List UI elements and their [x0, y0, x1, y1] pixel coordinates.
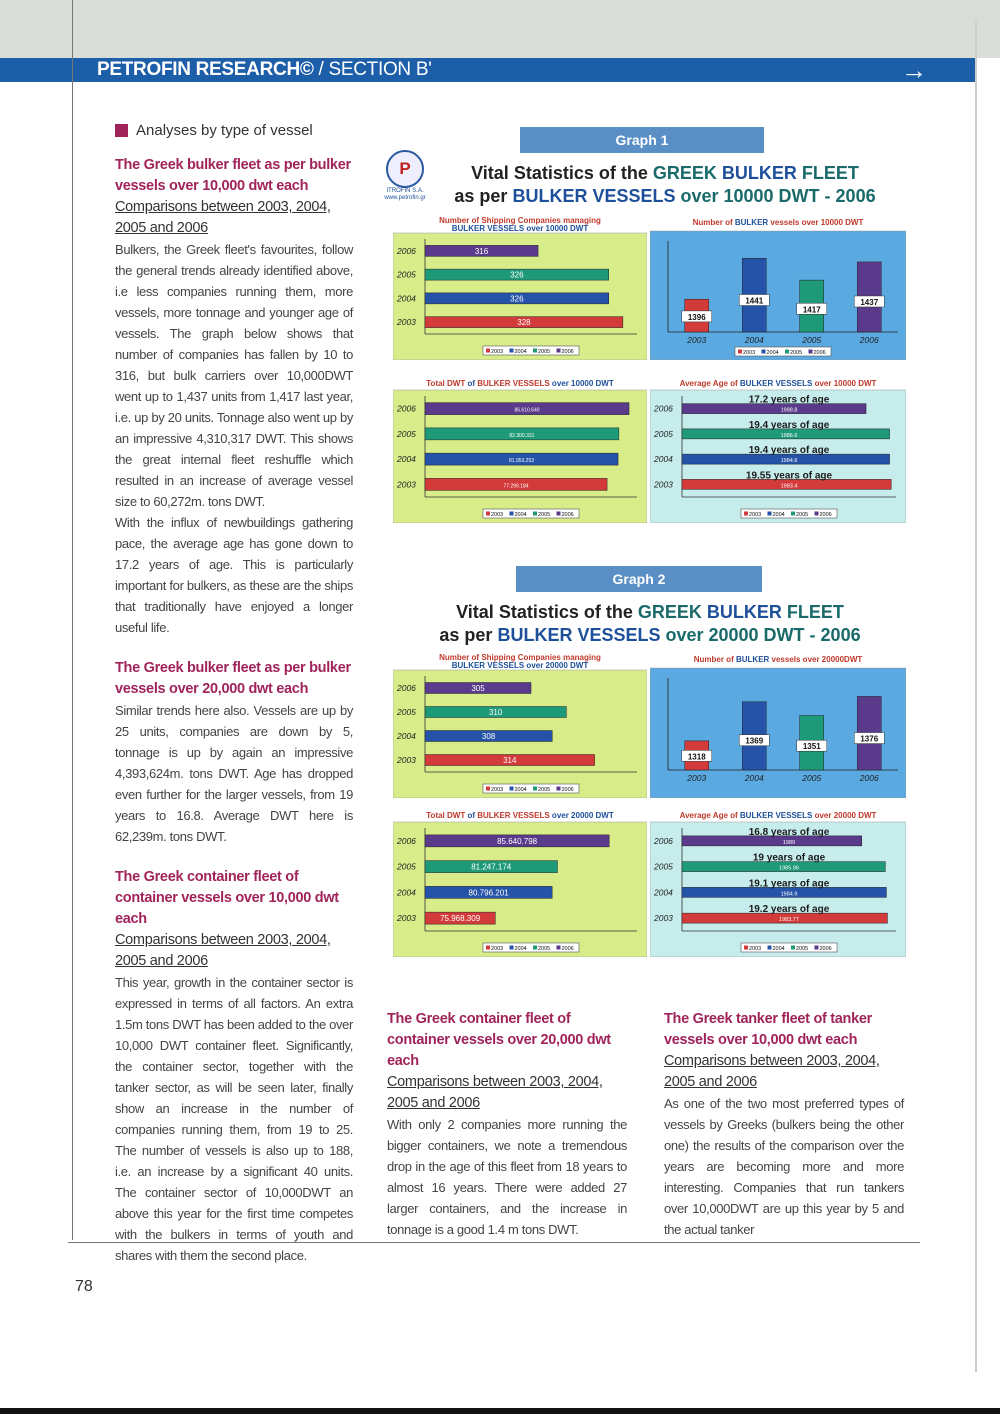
data-label: 19.55 years of age	[745, 470, 833, 482]
heading-tanker-10000: The Greek tanker fleet of tanker vessels over 10,000 dwt each	[664, 1011, 872, 1048]
chart-title	[680, 811, 877, 820]
paragraph: Bulkers, the Greek fleet's favourites, follow the general trends already identified above, i.e less companies running them, more vessels, more tonnage and younger age of vessels. The graph below shows that number of companies has fallen by 10 to 316, but bulk carriers over 10,000DWT went up to 1,437 units from 1,417 last year, i.e. up by 20 units. Tonnage also went up by an impressive 4,310,317 DWT. This shows the great internal fleet reshuffle which resulted in an increase of average vessel size to 60,272m. tons DWT.	[115, 242, 353, 509]
chart-title-part: of	[467, 379, 478, 388]
legend-swatch	[744, 512, 748, 516]
chart-title-part: over 20000 DWT	[549, 811, 614, 820]
chart-title	[693, 218, 864, 227]
data-label: 81.953.253	[509, 458, 535, 465]
category-label: 2003	[654, 913, 673, 924]
heading-container-20000: The Greek container fleet of container vessels over 20,000 dwt each	[387, 1011, 611, 1069]
legend-label: 2003	[491, 787, 504, 793]
chart-title-part: BULKER	[734, 218, 769, 227]
legend-label: 2003	[749, 946, 762, 952]
category-label: 2005	[654, 428, 673, 439]
header-title	[97, 58, 432, 82]
category-label: 2006	[654, 403, 673, 414]
category-label: 2004	[397, 293, 416, 304]
legend-label: 2003	[491, 512, 504, 518]
chart-title	[680, 379, 877, 388]
paragraph: As one of the two most preferred types of vessels by Greeks (bulkers being the other one) the results of the comparison over the years are becoming more and more interesting. Companies that run tankers over 10,000DWT are up this year by 5 and the actual tanker	[664, 1096, 904, 1237]
chart-title: BULKER VESSELS over 10000 DWT	[451, 224, 589, 233]
data-label: 86.610.640	[514, 407, 540, 414]
data-label: 19 years of age	[752, 852, 826, 864]
chart-title-part: BULKER	[735, 655, 770, 664]
legend-label: 2004	[514, 787, 527, 793]
legend-swatch	[815, 512, 819, 516]
chart-title	[426, 811, 614, 820]
legend-swatch	[557, 946, 561, 950]
category-label: 2004	[654, 454, 673, 465]
legend-label: 2006	[561, 349, 574, 355]
legend-label: 2004	[514, 512, 527, 518]
legend-label: 2006	[561, 787, 574, 793]
section-text: / SECTION B'	[313, 59, 432, 80]
chart-title-part: BULKER VESSELS	[739, 379, 813, 388]
legend-swatch	[768, 512, 772, 516]
data-label: 308	[481, 732, 496, 741]
legend-swatch	[533, 787, 537, 791]
legend-label: 2006	[561, 512, 574, 518]
subheading-comparisons: Comparisons between 2003, 2004, 2005 and 2006	[387, 1074, 603, 1111]
paragraph: With only 2 companies more running the bigger containers, we note a tremendous drop in the age of this fleet from 18 years to almost 16 years. There were added 27 larger containers, and the increase in tonnage is a good 1.4 m tons DWT.	[387, 1117, 627, 1237]
legend-swatch	[768, 946, 772, 950]
category-label: 2003	[687, 773, 707, 783]
paragraph: This year, growth in the container sector is expressed in terms of all factors. An extra 1.5m tons DWT has been added to the over 10,000 DWT container fleet. Significantly, the container sector, together with the tanker sector, as will be seen later, finally show an increase in the number of companies running them, from 19 to 25. The number of vessels is also up to 188, i.e. an increase by a significant 40 units. The container sector of 10,000DWT an above this year for the first time competes with the bulkers in terms of youth and shares with them the second place.	[115, 975, 353, 1263]
category-label: 2004	[397, 887, 416, 898]
legend-swatch	[762, 350, 766, 354]
left-rule	[72, 0, 73, 1240]
chart-age-20000	[650, 807, 906, 957]
legend-label: 2005	[538, 349, 551, 355]
legend-swatch	[510, 512, 514, 516]
category-label: 2005	[397, 861, 416, 872]
chart-dwt-10000	[393, 375, 647, 523]
legend-label: 2005	[796, 512, 809, 518]
section-header-bar	[0, 55, 975, 85]
legend-label: 2004	[514, 946, 527, 952]
graph1-label: Graph 1	[520, 127, 764, 153]
next-arrow-icon[interactable]: →	[901, 55, 927, 85]
category-label: 2006	[397, 403, 416, 414]
chart-title-part: Total DWT	[426, 379, 468, 388]
data-label: 75.968.309	[440, 914, 481, 924]
data-sublabel: 1988.8	[780, 407, 798, 414]
category-label: 2006	[397, 835, 416, 846]
legend-label: 2004	[772, 946, 785, 952]
chart-title-part: BULKER VESSELS	[477, 811, 550, 820]
subheading-comparisons: Comparisons between 2003, 2004, 2005 and 2006	[115, 932, 331, 969]
chart-title-part: over 10000 DWT	[812, 379, 877, 388]
data-label: 310	[488, 708, 503, 717]
legend-swatch	[486, 349, 490, 353]
chart-title-part: BULKER VESSELS	[477, 379, 550, 388]
graph2-title: Vital Statistics of the GREEK BULKER FLEET as per BULKER VESSELS over 20000 DWT - 2006	[439, 602, 861, 645]
chart-title-part: Number of	[692, 218, 735, 227]
data-label: 19.4 years of age	[748, 419, 830, 431]
chart-vessels-20000	[650, 651, 906, 798]
legend-swatch	[785, 350, 789, 354]
heading-bulker-20000: The Greek bulker fleet as per bulker vessels over 20,000 dwt each	[115, 660, 351, 697]
data-label: 316	[474, 246, 489, 256]
bullet-label: Analyses by type of vessel	[136, 122, 313, 139]
paragraph: Similar trends here also. Vessels are up by 25 units, companies are down by 5, tonnage is up by again an impressive 4,393,624m. tons DWT. Age has dropped even further for the larger vessels, from 19 years to 16.8. Average DWT here is 62,239m. tons DWT.	[115, 703, 353, 844]
legend-swatch	[486, 512, 490, 516]
category-label: 2003	[397, 317, 416, 328]
category-label: 2004	[397, 731, 416, 741]
legend-swatch	[815, 946, 819, 950]
data-sublabel: 1989	[782, 839, 796, 846]
heading-bulker-10000: The Greek bulker fleet as per bulker vessels over 10,000 dwt each	[115, 157, 351, 194]
chart-title: Number of Shipping Companies managing	[439, 216, 601, 225]
bullet-square-icon	[115, 124, 128, 137]
data-label: 1351	[802, 742, 821, 752]
chart-title: BULKER VESSELS over 20000 DWT	[451, 661, 589, 670]
data-label: 1437	[860, 297, 879, 307]
data-label: 19.4 years of age	[748, 445, 830, 457]
legend-label: 2004	[766, 350, 779, 356]
legend-label: 2006	[561, 946, 574, 952]
legend-label: 2006	[819, 512, 832, 518]
category-label: 2005	[802, 335, 822, 345]
legend-swatch	[533, 349, 537, 353]
logo-url: www.petrofin.gr	[384, 195, 426, 201]
legend-swatch	[533, 946, 537, 950]
subheading-comparisons: Comparisons between 2003, 2004, 2005 and 2006	[664, 1053, 880, 1090]
bottom-edge	[0, 1408, 1000, 1414]
data-label: 85.640.798	[497, 836, 538, 846]
chart-title-part: BULKER VESSELS	[739, 811, 813, 820]
legend-swatch	[557, 787, 561, 791]
chart-title	[694, 655, 863, 664]
brand-text: PETROFIN RESEARCH©	[97, 59, 314, 80]
category-label: 2004	[397, 454, 416, 465]
legend-swatch	[557, 512, 561, 516]
data-sublabel: 1985.96	[779, 865, 799, 872]
page-number: 78	[75, 1278, 93, 1295]
heading-container-10000: The Greek container fleet of container vessels over 10,000 dwt each	[115, 869, 339, 927]
data-label: 1441	[745, 296, 764, 306]
chart-title	[426, 379, 614, 388]
legend-swatch	[809, 350, 813, 354]
chart-title: Number of Shipping Companies managing	[439, 653, 601, 662]
category-label: 2003	[397, 479, 416, 490]
legend-swatch	[791, 512, 795, 516]
chart-title-part: Average Age of	[679, 811, 740, 820]
data-label: 1318	[687, 752, 706, 762]
legend-swatch	[486, 946, 490, 950]
chart-companies-20000	[393, 651, 647, 798]
category-label: 2006	[397, 683, 416, 693]
category-label: 2004	[744, 773, 764, 783]
legend-swatch	[510, 349, 514, 353]
category-label: 2005	[397, 269, 416, 280]
data-label: 328	[517, 318, 531, 328]
graph2-label: Graph 2	[516, 566, 762, 592]
subheading-comparisons: Comparisons between 2003, 2004, 2005 and 2006	[115, 199, 331, 236]
data-sublabel: 1983.4	[780, 483, 798, 490]
chart-title-part: of	[467, 811, 478, 820]
legend-label: 2003	[743, 350, 756, 356]
legend-label: 2004	[772, 512, 785, 518]
category-label: 2006	[859, 335, 879, 345]
data-label: 77.299.184	[503, 483, 529, 490]
data-label: 19.2 years of age	[748, 904, 830, 916]
legend-label: 2005	[538, 787, 551, 793]
data-label: 1396	[687, 312, 706, 322]
chart-title-part: Number of	[693, 655, 736, 664]
data-label: 81.247.174	[471, 862, 512, 872]
data-label: 17.2 years of age	[748, 394, 830, 406]
data-label: 80.796.201	[468, 888, 509, 898]
data-sublabel: 1984.6	[780, 458, 798, 465]
legend-label: 2005	[790, 350, 803, 356]
section-bullet	[115, 122, 353, 139]
legend-label: 2003	[749, 512, 762, 518]
category-label: 2003	[654, 479, 673, 490]
data-label: 1376	[860, 734, 879, 744]
legend-label: 2005	[538, 946, 551, 952]
graph1-title: Vital Statistics of the GREEK BULKER FLEET as per BULKER VESSELS over 10000 DWT - 2006	[454, 163, 876, 206]
top-band	[0, 0, 1000, 58]
legend-swatch	[791, 946, 795, 950]
category-label: 2005	[802, 773, 822, 783]
legend-swatch	[533, 512, 537, 516]
category-label: 2004	[654, 887, 673, 898]
chart-title-part: Average Age of	[679, 379, 740, 388]
category-label: 2006	[654, 835, 673, 846]
data-sublabel: 1984.9	[780, 891, 798, 898]
legend-label: 2006	[819, 946, 832, 952]
category-label: 2005	[397, 428, 416, 439]
data-label: 1369	[745, 736, 764, 746]
paragraph: With the influx of newbuildings gathering pace, the average age has gone down to 17.2 years of age. This is particularly important for bulkers, as these are the ships that traditionally have enjoyed a longer useful life.	[115, 515, 353, 635]
data-label: 1417	[802, 305, 821, 315]
bottom-middle-column	[387, 1009, 627, 1240]
legend-label: 2006	[813, 350, 826, 356]
legend-swatch	[510, 787, 514, 791]
legend-label: 2003	[491, 349, 504, 355]
data-label: 305	[471, 684, 485, 693]
legend-label: 2005	[796, 946, 809, 952]
legend-swatch	[557, 349, 561, 353]
category-label: 2006	[859, 773, 879, 783]
category-label: 2005	[654, 861, 673, 872]
data-label: 326	[510, 270, 524, 280]
chart-title-part: over 20000 DWT	[812, 811, 877, 820]
category-label: 2003	[397, 755, 416, 765]
legend-label: 2004	[514, 349, 527, 355]
data-label: 326	[510, 294, 524, 304]
legend-swatch	[486, 787, 490, 791]
chart-vessels-10000	[650, 214, 906, 360]
category-label: 2005	[397, 707, 416, 717]
data-sublabel: 1986.6	[780, 432, 798, 439]
legend-label: 2005	[538, 512, 551, 518]
legend-label: 2003	[491, 946, 504, 952]
bottom-right-column	[664, 1009, 904, 1240]
data-label: 314	[503, 756, 517, 765]
page-edge	[975, 22, 977, 1372]
logo-text: ITROFIN S.A.	[386, 188, 424, 194]
data-label: 82.300.331	[509, 432, 535, 439]
chart-title-part: over 10000 DWT	[549, 379, 614, 388]
data-label: 19.1 years of age	[748, 878, 830, 890]
category-label: 2004	[744, 335, 764, 345]
category-label: 2006	[397, 245, 416, 256]
chart-title-part: Total DWT	[426, 811, 468, 820]
legend-swatch	[744, 946, 748, 950]
chart-dwt-20000	[393, 807, 647, 957]
category-label: 2003	[687, 335, 707, 345]
chart-companies-10000	[393, 214, 647, 360]
legend-swatch	[738, 350, 742, 354]
chart-title-part: vessels over 10000 DWT	[768, 218, 864, 227]
category-label: 2003	[397, 913, 416, 924]
left-column	[115, 122, 353, 1266]
data-label: 16.8 years of age	[748, 826, 830, 838]
data-sublabel: 1983.77	[779, 917, 799, 924]
chart-title-part: vessels over 20000DWT	[769, 655, 863, 664]
chart-age-10000	[650, 375, 906, 523]
legend-swatch	[510, 946, 514, 950]
logo-circle-icon: P	[386, 150, 424, 188]
